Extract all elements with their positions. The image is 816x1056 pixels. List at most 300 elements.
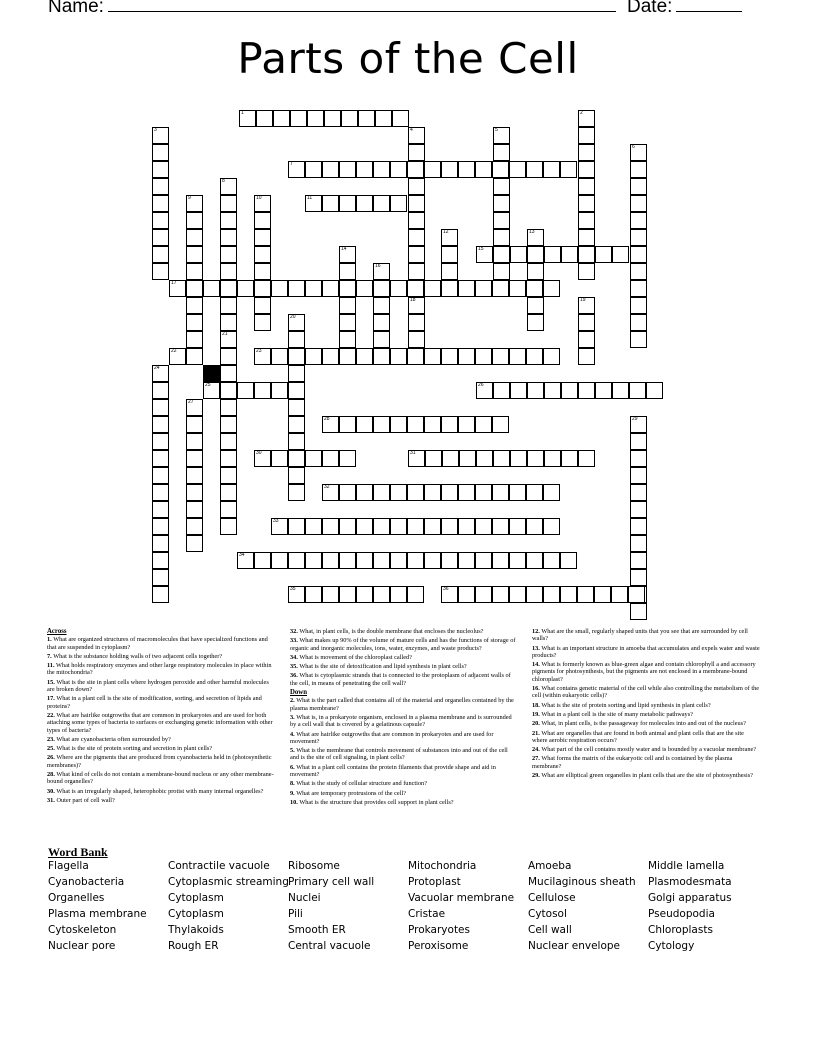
grid-cell[interactable] <box>390 416 407 433</box>
grid-cell[interactable] <box>220 263 237 280</box>
grid-cell[interactable] <box>254 297 271 314</box>
grid-cell[interactable] <box>407 518 424 535</box>
grid-cell[interactable] <box>561 382 578 399</box>
grid-cell[interactable] <box>459 450 476 467</box>
grid-cell[interactable] <box>339 297 356 314</box>
grid-cell[interactable] <box>288 314 305 331</box>
grid-cell[interactable] <box>408 195 425 212</box>
grid-cell[interactable] <box>630 467 647 484</box>
grid-cell[interactable] <box>526 518 543 535</box>
grid-cell[interactable] <box>527 450 544 467</box>
grid-cell[interactable] <box>630 331 647 348</box>
grid-cell[interactable] <box>441 416 458 433</box>
grid-cell[interactable] <box>407 586 424 603</box>
grid-cell[interactable] <box>220 246 237 263</box>
grid-cell[interactable] <box>339 484 356 501</box>
grid-cell[interactable] <box>595 382 612 399</box>
grid-cell[interactable] <box>407 280 424 297</box>
grid-cell[interactable] <box>288 161 305 178</box>
grid-cell[interactable] <box>254 229 271 246</box>
grid-cell[interactable] <box>220 450 237 467</box>
grid-cell[interactable] <box>526 552 543 569</box>
grid-cell[interactable] <box>527 229 544 246</box>
grid-cell[interactable] <box>390 280 407 297</box>
grid-cell[interactable] <box>630 297 647 314</box>
grid-cell[interactable] <box>543 518 560 535</box>
grid-cell[interactable] <box>339 280 356 297</box>
grid-cell[interactable] <box>220 297 237 314</box>
grid-cell[interactable] <box>424 484 441 501</box>
grid-cell[interactable] <box>612 382 629 399</box>
grid-cell[interactable] <box>493 127 510 144</box>
grid-cell[interactable] <box>424 280 441 297</box>
grid-cell[interactable] <box>322 518 339 535</box>
grid-cell[interactable] <box>220 433 237 450</box>
grid-cell[interactable] <box>560 161 577 178</box>
grid-cell[interactable] <box>288 433 305 450</box>
grid-cell[interactable] <box>152 552 169 569</box>
grid-cell[interactable] <box>186 297 203 314</box>
grid-cell[interactable] <box>186 195 203 212</box>
grid-cell[interactable] <box>169 280 186 297</box>
grid-cell[interactable] <box>339 518 356 535</box>
grid-cell[interactable] <box>408 178 425 195</box>
grid-cell[interactable] <box>152 416 169 433</box>
grid-cell[interactable] <box>527 314 544 331</box>
grid-cell[interactable] <box>373 586 390 603</box>
grid-cell[interactable] <box>356 280 373 297</box>
grid-cell[interactable] <box>493 382 510 399</box>
grid-cell[interactable] <box>288 518 305 535</box>
grid-cell[interactable] <box>475 484 492 501</box>
grid-cell[interactable] <box>578 195 595 212</box>
grid-cell[interactable] <box>254 246 271 263</box>
grid-cell[interactable] <box>476 382 493 399</box>
grid-cell[interactable] <box>492 518 509 535</box>
grid-cell[interactable] <box>186 399 203 416</box>
grid-cell[interactable] <box>373 348 390 365</box>
grid-cell[interactable] <box>458 416 475 433</box>
grid-cell[interactable] <box>254 552 271 569</box>
grid-cell[interactable] <box>441 484 458 501</box>
grid-cell[interactable] <box>527 382 544 399</box>
grid-cell[interactable] <box>543 280 560 297</box>
grid-cell[interactable] <box>186 212 203 229</box>
grid-cell[interactable] <box>441 586 458 603</box>
grid-cell[interactable] <box>475 348 492 365</box>
grid-cell[interactable] <box>203 382 220 399</box>
grid-cell[interactable] <box>220 314 237 331</box>
grid-cell[interactable] <box>493 212 510 229</box>
grid-cell[interactable] <box>630 416 647 433</box>
grid-cell[interactable] <box>288 467 305 484</box>
grid-cell[interactable] <box>356 195 373 212</box>
grid-cell[interactable] <box>493 195 510 212</box>
grid-cell[interactable] <box>254 450 271 467</box>
grid-cell[interactable] <box>237 280 254 297</box>
grid-cell[interactable] <box>322 450 339 467</box>
grid-cell[interactable] <box>186 263 203 280</box>
grid-cell[interactable] <box>186 467 203 484</box>
grid-cell[interactable] <box>578 127 595 144</box>
grid-cell[interactable] <box>186 229 203 246</box>
grid-cell[interactable] <box>509 484 526 501</box>
grid-cell[interactable] <box>578 450 595 467</box>
grid-cell[interactable] <box>492 280 509 297</box>
grid-cell[interactable] <box>220 382 237 399</box>
grid-cell[interactable] <box>612 246 629 263</box>
grid-cell[interactable] <box>630 569 647 586</box>
grid-cell[interactable] <box>408 246 425 263</box>
grid-cell[interactable] <box>339 195 356 212</box>
grid-cell[interactable] <box>203 280 220 297</box>
grid-cell[interactable] <box>373 297 390 314</box>
grid-cell[interactable] <box>630 501 647 518</box>
grid-cell[interactable] <box>322 586 339 603</box>
grid-cell[interactable] <box>220 229 237 246</box>
grid-cell[interactable] <box>322 195 339 212</box>
grid-cell[interactable] <box>594 586 611 603</box>
grid-cell[interactable] <box>629 382 646 399</box>
grid-cell[interactable] <box>630 450 647 467</box>
grid-cell[interactable] <box>152 144 169 161</box>
grid-cell[interactable] <box>186 501 203 518</box>
grid-cell[interactable] <box>186 518 203 535</box>
grid-cell[interactable] <box>288 552 305 569</box>
grid-cell[interactable] <box>458 484 475 501</box>
grid-cell[interactable] <box>373 331 390 348</box>
grid-cell[interactable] <box>390 518 407 535</box>
grid-cell[interactable] <box>373 263 390 280</box>
grid-cell[interactable] <box>290 110 307 127</box>
grid-cell[interactable] <box>254 263 271 280</box>
grid-cell[interactable] <box>578 212 595 229</box>
grid-cell[interactable] <box>407 416 424 433</box>
grid-cell[interactable] <box>630 178 647 195</box>
grid-cell[interactable] <box>611 586 628 603</box>
grid-cell[interactable] <box>220 467 237 484</box>
grid-cell[interactable] <box>630 314 647 331</box>
grid-cell[interactable] <box>630 518 647 535</box>
grid-cell[interactable] <box>152 484 169 501</box>
grid-cell[interactable] <box>509 552 526 569</box>
grid-cell[interactable] <box>152 399 169 416</box>
grid-cell[interactable] <box>492 416 509 433</box>
grid-cell[interactable] <box>509 518 526 535</box>
grid-cell[interactable] <box>305 450 322 467</box>
grid-cell[interactable] <box>493 229 510 246</box>
grid-cell[interactable] <box>475 586 492 603</box>
grid-cell[interactable] <box>630 212 647 229</box>
grid-cell[interactable] <box>441 229 458 246</box>
grid-cell[interactable] <box>220 416 237 433</box>
grid-cell[interactable] <box>493 450 510 467</box>
grid-cell[interactable] <box>492 552 509 569</box>
grid-cell[interactable] <box>630 552 647 569</box>
grid-cell[interactable] <box>441 161 458 178</box>
grid-cell[interactable] <box>358 110 375 127</box>
grid-cell[interactable] <box>630 603 647 620</box>
grid-cell[interactable] <box>307 110 324 127</box>
grid-cell[interactable] <box>339 348 356 365</box>
grid-cell[interactable] <box>220 178 237 195</box>
grid-cell[interactable] <box>424 161 441 178</box>
grid-cell[interactable] <box>254 314 271 331</box>
grid-cell[interactable] <box>492 586 509 603</box>
grid-cell[interactable] <box>425 450 442 467</box>
grid-cell[interactable] <box>169 348 186 365</box>
grid-cell[interactable] <box>339 450 356 467</box>
grid-cell[interactable] <box>152 365 169 382</box>
grid-cell[interactable] <box>408 127 425 144</box>
grid-cell[interactable] <box>288 365 305 382</box>
grid-cell[interactable] <box>407 484 424 501</box>
grid-cell[interactable] <box>339 161 356 178</box>
grid-cell[interactable] <box>356 161 373 178</box>
grid-cell[interactable] <box>237 382 254 399</box>
grid-cell[interactable] <box>441 280 458 297</box>
grid-cell[interactable] <box>408 212 425 229</box>
grid-cell[interactable] <box>152 518 169 535</box>
grid-cell[interactable] <box>442 450 459 467</box>
grid-cell[interactable] <box>544 246 561 263</box>
grid-cell[interactable] <box>509 280 526 297</box>
grid-cell[interactable] <box>373 314 390 331</box>
grid-cell[interactable] <box>339 314 356 331</box>
grid-cell[interactable] <box>578 246 595 263</box>
grid-cell[interactable] <box>543 552 560 569</box>
grid-cell[interactable] <box>322 484 339 501</box>
grid-cell[interactable] <box>271 518 288 535</box>
grid-cell[interactable] <box>630 144 647 161</box>
grid-cell[interactable] <box>510 382 527 399</box>
grid-cell[interactable] <box>509 586 526 603</box>
grid-cell[interactable] <box>152 569 169 586</box>
grid-cell[interactable] <box>458 280 475 297</box>
grid-cell[interactable] <box>356 586 373 603</box>
grid-cell[interactable] <box>273 110 290 127</box>
grid-cell[interactable] <box>339 586 356 603</box>
grid-cell[interactable] <box>408 229 425 246</box>
grid-cell[interactable] <box>152 229 169 246</box>
grid-cell[interactable] <box>305 161 322 178</box>
grid-cell[interactable] <box>186 484 203 501</box>
grid-cell[interactable] <box>288 484 305 501</box>
grid-cell[interactable] <box>408 450 425 467</box>
grid-cell[interactable] <box>578 161 595 178</box>
grid-cell[interactable] <box>578 331 595 348</box>
grid-cell[interactable] <box>254 212 271 229</box>
grid-cell[interactable] <box>475 416 492 433</box>
grid-cell[interactable] <box>578 314 595 331</box>
grid-cell[interactable] <box>390 586 407 603</box>
grid-cell[interactable] <box>152 178 169 195</box>
grid-cell[interactable] <box>509 161 526 178</box>
grid-cell[interactable] <box>493 263 510 280</box>
grid-cell[interactable] <box>390 161 407 178</box>
grid-cell[interactable] <box>152 127 169 144</box>
grid-cell[interactable] <box>578 110 595 127</box>
grid-cell[interactable] <box>441 552 458 569</box>
grid-cell[interactable] <box>186 280 203 297</box>
grid-cell[interactable] <box>577 586 594 603</box>
grid-cell[interactable] <box>220 484 237 501</box>
grid-cell[interactable] <box>630 246 647 263</box>
grid-cell[interactable] <box>492 161 509 178</box>
grid-cell[interactable] <box>646 382 663 399</box>
grid-cell[interactable] <box>373 552 390 569</box>
grid-cell[interactable] <box>322 348 339 365</box>
grid-cell[interactable] <box>561 450 578 467</box>
grid-cell[interactable] <box>390 195 407 212</box>
grid-cell[interactable] <box>186 535 203 552</box>
grid-cell[interactable] <box>256 110 273 127</box>
grid-cell[interactable] <box>543 586 560 603</box>
grid-cell[interactable] <box>510 246 527 263</box>
grid-cell[interactable] <box>373 518 390 535</box>
grid-cell[interactable] <box>152 161 169 178</box>
grid-cell[interactable] <box>271 280 288 297</box>
grid-cell[interactable] <box>408 144 425 161</box>
grid-cell[interactable] <box>356 416 373 433</box>
grid-cell[interactable] <box>322 416 339 433</box>
grid-cell[interactable] <box>356 348 373 365</box>
grid-cell[interactable] <box>305 280 322 297</box>
grid-cell[interactable] <box>408 314 425 331</box>
grid-cell[interactable] <box>630 433 647 450</box>
grid-cell[interactable] <box>239 110 256 127</box>
grid-cell[interactable] <box>373 195 390 212</box>
grid-cell[interactable] <box>152 382 169 399</box>
grid-cell[interactable] <box>630 263 647 280</box>
grid-cell[interactable] <box>305 552 322 569</box>
grid-cell[interactable] <box>186 331 203 348</box>
grid-cell[interactable] <box>630 280 647 297</box>
grid-cell[interactable] <box>220 399 237 416</box>
grid-cell[interactable] <box>628 586 645 603</box>
grid-cell[interactable] <box>578 297 595 314</box>
grid-cell[interactable] <box>407 161 424 178</box>
grid-cell[interactable] <box>526 484 543 501</box>
grid-cell[interactable] <box>578 263 595 280</box>
grid-cell[interactable] <box>152 450 169 467</box>
grid-cell[interactable] <box>475 280 492 297</box>
grid-cell[interactable] <box>544 450 561 467</box>
grid-cell[interactable] <box>458 518 475 535</box>
grid-cell[interactable] <box>152 195 169 212</box>
grid-cell[interactable] <box>186 450 203 467</box>
grid-cell[interactable] <box>186 416 203 433</box>
grid-cell[interactable] <box>407 552 424 569</box>
grid-cell[interactable] <box>237 552 254 569</box>
grid-cell[interactable] <box>186 348 203 365</box>
grid-cell[interactable] <box>526 161 543 178</box>
grid-cell[interactable] <box>288 416 305 433</box>
grid-cell[interactable] <box>560 552 577 569</box>
grid-cell[interactable] <box>288 348 305 365</box>
grid-cell[interactable] <box>526 586 543 603</box>
grid-cell[interactable] <box>220 348 237 365</box>
grid-cell[interactable] <box>305 586 322 603</box>
grid-cell[interactable] <box>271 450 288 467</box>
grid-cell[interactable] <box>458 348 475 365</box>
grid-cell[interactable] <box>220 280 237 297</box>
grid-cell[interactable] <box>373 161 390 178</box>
grid-cell[interactable] <box>152 212 169 229</box>
grid-cell[interactable] <box>408 331 425 348</box>
grid-cell[interactable] <box>408 297 425 314</box>
grid-cell[interactable] <box>152 501 169 518</box>
grid-cell[interactable] <box>493 144 510 161</box>
grid-cell[interactable] <box>152 586 169 603</box>
grid-cell[interactable] <box>441 263 458 280</box>
grid-cell[interactable] <box>630 229 647 246</box>
grid-cell[interactable] <box>630 535 647 552</box>
grid-cell[interactable] <box>322 161 339 178</box>
grid-cell[interactable] <box>390 348 407 365</box>
grid-cell[interactable] <box>509 348 526 365</box>
grid-cell[interactable] <box>220 365 237 382</box>
grid-cell[interactable] <box>493 246 510 263</box>
grid-cell[interactable] <box>475 161 492 178</box>
grid-cell[interactable] <box>356 484 373 501</box>
grid-cell[interactable] <box>527 263 544 280</box>
grid-cell[interactable] <box>458 586 475 603</box>
grid-cell[interactable] <box>186 246 203 263</box>
grid-cell[interactable] <box>492 348 509 365</box>
grid-cell[interactable] <box>322 280 339 297</box>
grid-cell[interactable] <box>322 552 339 569</box>
grid-cell[interactable] <box>424 416 441 433</box>
grid-cell[interactable] <box>288 399 305 416</box>
grid-cell[interactable] <box>375 110 392 127</box>
grid-cell[interactable] <box>458 161 475 178</box>
grid-cell[interactable] <box>356 552 373 569</box>
grid-cell[interactable] <box>271 382 288 399</box>
grid-cell[interactable] <box>288 586 305 603</box>
grid-cell[interactable] <box>578 144 595 161</box>
grid-cell[interactable] <box>543 161 560 178</box>
grid-cell[interactable] <box>339 246 356 263</box>
grid-cell[interactable] <box>271 552 288 569</box>
grid-cell[interactable] <box>441 518 458 535</box>
grid-cell[interactable] <box>526 280 543 297</box>
grid-cell[interactable] <box>288 382 305 399</box>
grid-cell[interactable] <box>492 484 509 501</box>
grid-cell[interactable] <box>152 246 169 263</box>
grid-cell[interactable] <box>152 263 169 280</box>
grid-cell[interactable] <box>493 178 510 195</box>
grid-cell[interactable] <box>324 110 341 127</box>
grid-cell[interactable] <box>186 314 203 331</box>
grid-cell[interactable] <box>305 348 322 365</box>
grid-cell[interactable] <box>288 450 305 467</box>
grid-cell[interactable] <box>578 348 595 365</box>
grid-cell[interactable] <box>305 195 322 212</box>
grid-cell[interactable] <box>254 280 271 297</box>
grid-cell[interactable] <box>288 280 305 297</box>
grid-cell[interactable] <box>373 416 390 433</box>
grid-cell[interactable] <box>152 433 169 450</box>
grid-cell[interactable] <box>408 263 425 280</box>
grid-cell[interactable] <box>526 348 543 365</box>
grid-cell[interactable] <box>339 263 356 280</box>
grid-cell[interactable] <box>544 382 561 399</box>
grid-cell[interactable] <box>424 552 441 569</box>
grid-cell[interactable] <box>475 518 492 535</box>
grid-cell[interactable] <box>595 246 612 263</box>
grid-cell[interactable] <box>458 552 475 569</box>
